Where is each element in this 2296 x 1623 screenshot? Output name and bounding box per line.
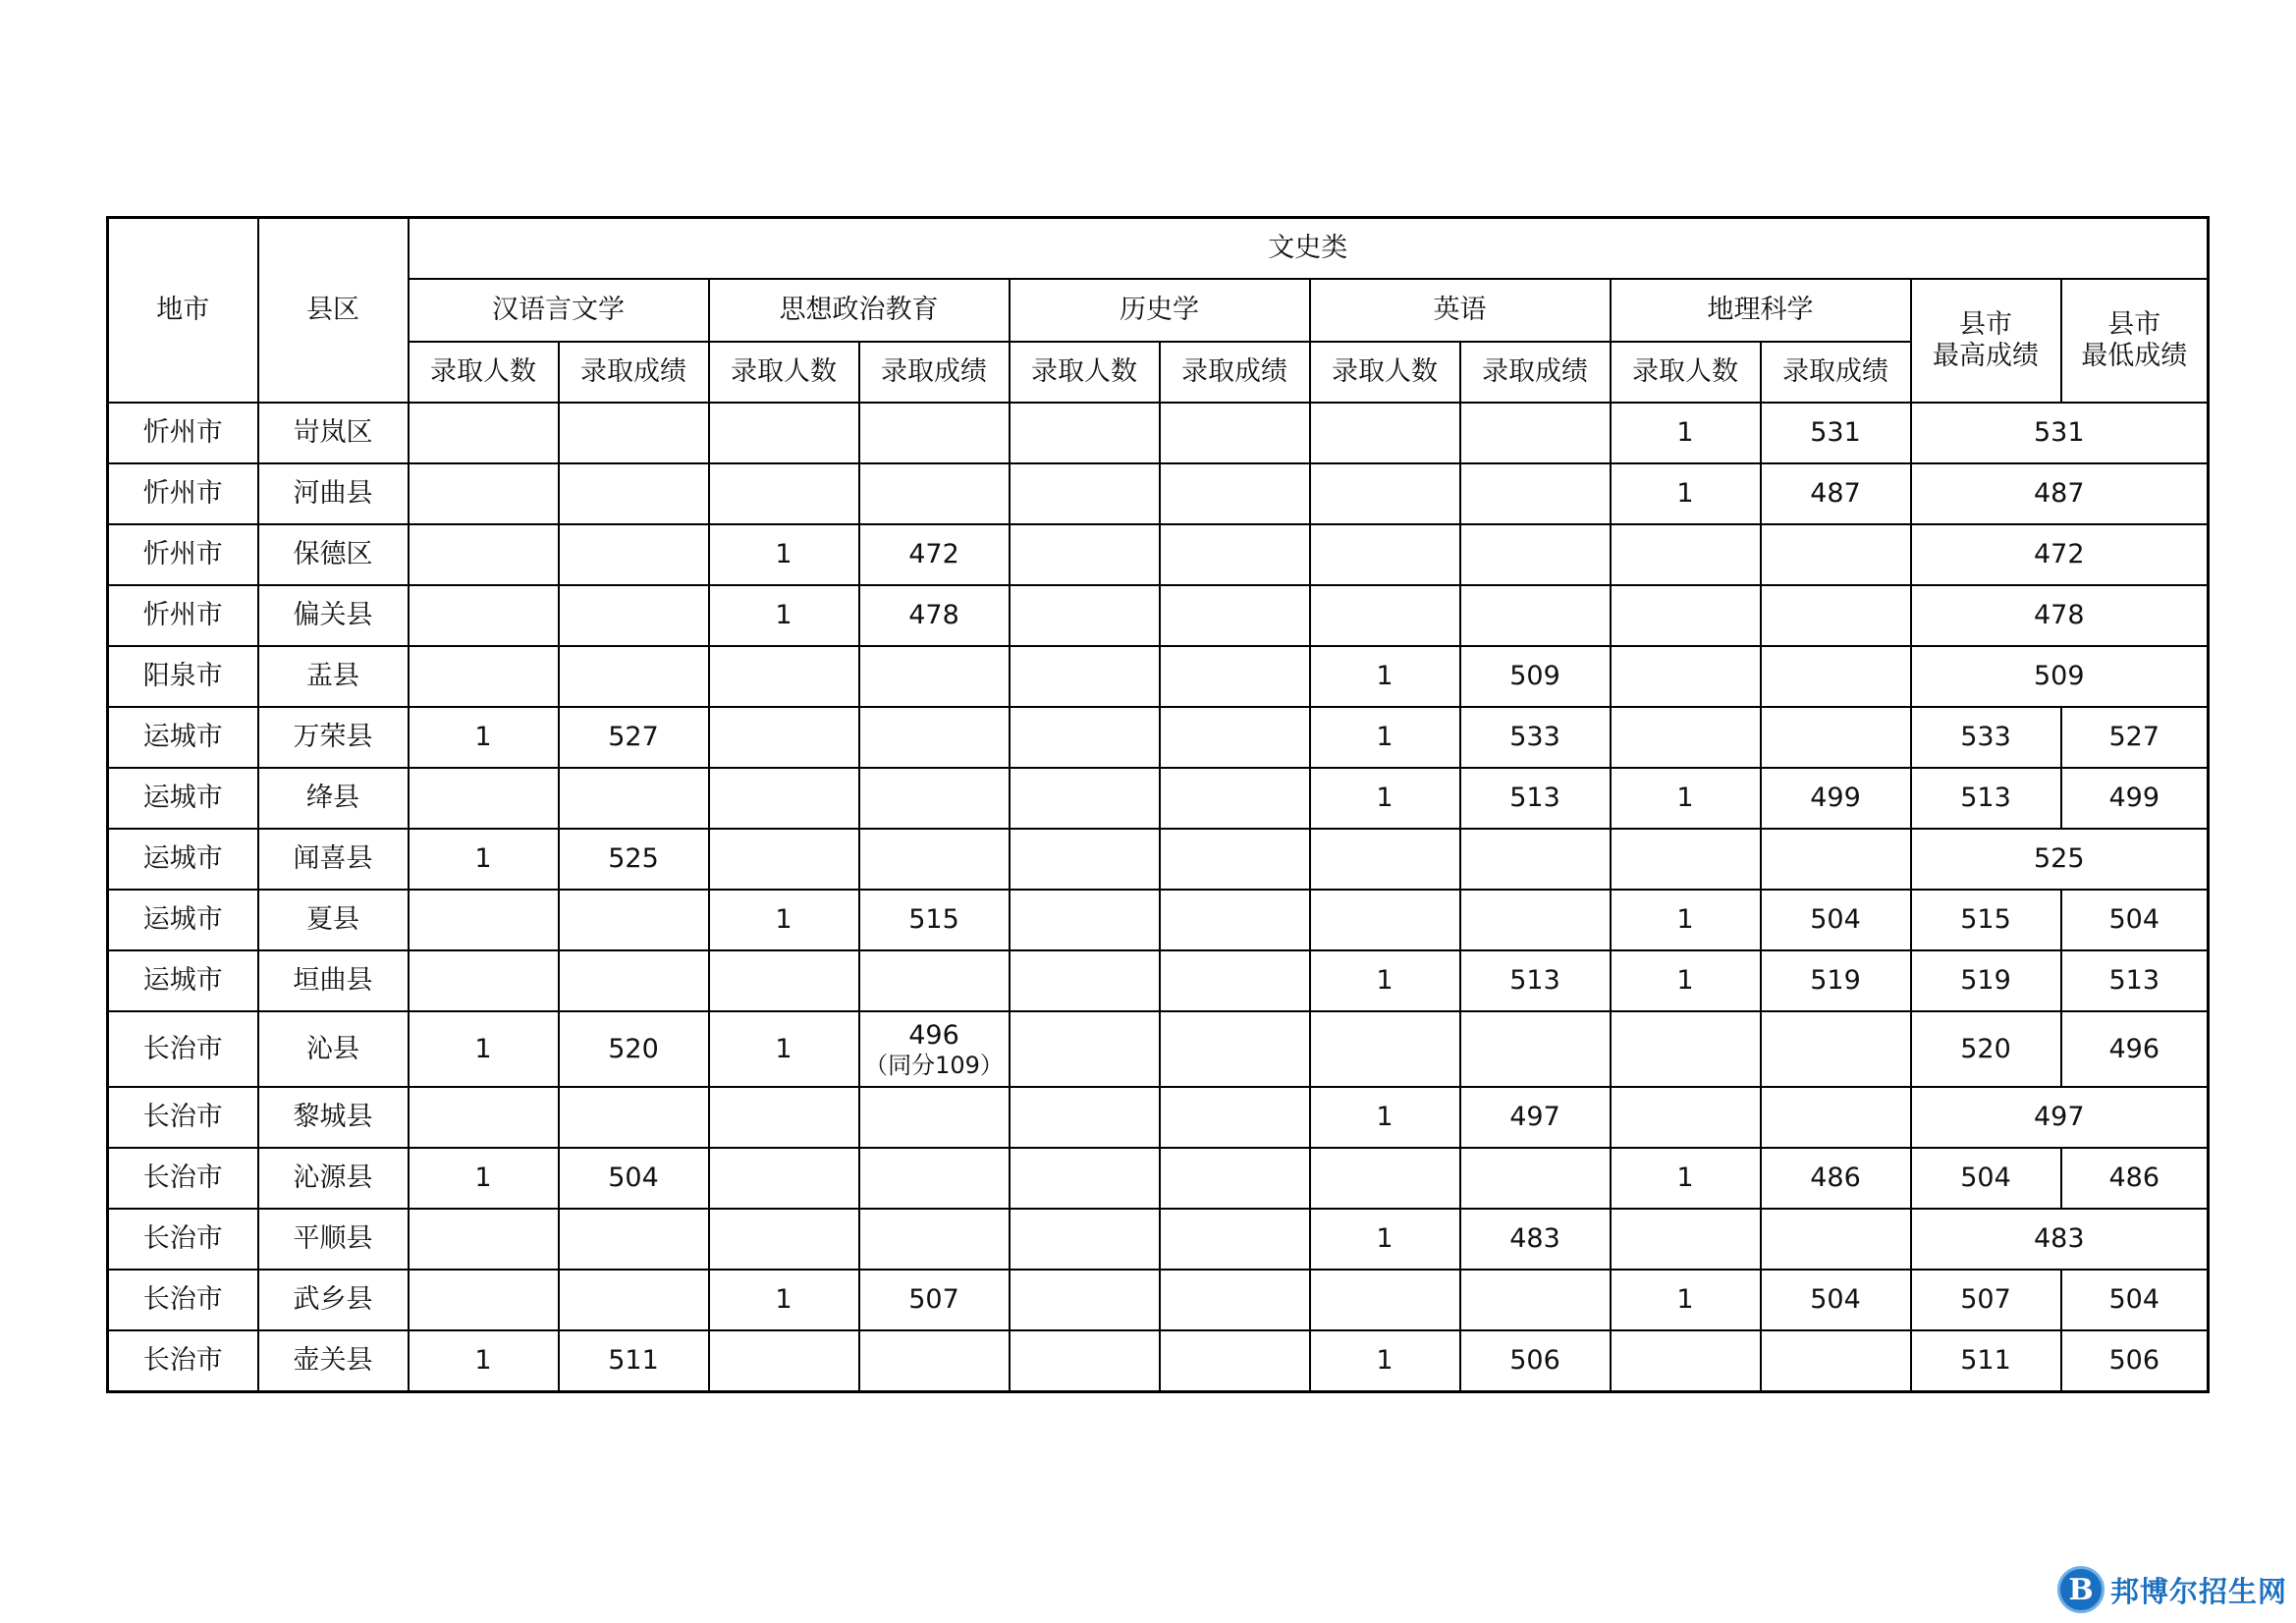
cell-geography-count: 1 (1611, 403, 1761, 463)
header-admitted-score: 录取成绩 (1761, 342, 1911, 403)
cell-county-min: 504 (2061, 1270, 2209, 1330)
cell-politics-count (709, 646, 859, 707)
cell-county-max-min-merged: 497 (1911, 1087, 2209, 1148)
header-county-max-line2: 最高成绩 (1933, 341, 2039, 371)
cell-history-count (1010, 1011, 1160, 1087)
cell-english-count (1310, 463, 1460, 524)
cell-county: 盂县 (258, 646, 409, 707)
cell-history-score (1160, 403, 1310, 463)
cell-city: 长治市 (108, 1148, 258, 1209)
cell-politics-count (709, 829, 859, 890)
cell-english-score (1460, 403, 1611, 463)
cell-geography-score (1761, 585, 1911, 646)
cell-geography-count (1611, 1011, 1761, 1087)
header-major-politics: 思想政治教育 (709, 279, 1010, 342)
cell-politics-count (709, 768, 859, 829)
table-row (108, 890, 2209, 950)
cell-geography-score (1761, 1087, 1911, 1148)
cell-geography-score: 519 (1761, 950, 1911, 1011)
cell-english-count (1310, 890, 1460, 950)
cell-history-count (1010, 1330, 1160, 1391)
header-admitted-count: 录取人数 (409, 342, 559, 403)
cell-city: 长治市 (108, 1087, 258, 1148)
cell-politics-score: 515 (859, 890, 1010, 950)
header-admitted-count: 录取人数 (1010, 342, 1160, 403)
table-row (108, 1087, 2209, 1148)
cell-history-score (1160, 1087, 1310, 1148)
cell-geography-count: 1 (1611, 1148, 1761, 1209)
cell-county-max-min-merged: 487 (1911, 463, 2209, 524)
cell-chinese-score (559, 1270, 709, 1330)
cell-history-score (1160, 950, 1310, 1011)
cell-county: 壶关县 (258, 1330, 409, 1391)
watermark-logo (2057, 1564, 2287, 1615)
cell-politics-score-note: （同分109） (864, 1051, 1004, 1079)
header-admitted-count: 录取人数 (709, 342, 859, 403)
cell-county: 绛县 (258, 768, 409, 829)
cell-county: 沁源县 (258, 1148, 409, 1209)
cell-city: 长治市 (108, 1330, 258, 1391)
cell-english-score (1460, 524, 1611, 585)
cell-city: 阳泉市 (108, 646, 258, 707)
cell-geography-score (1761, 1209, 1911, 1270)
cell-county-min: 506 (2061, 1330, 2209, 1391)
cell-politics-count (709, 1209, 859, 1270)
cell-english-count (1310, 1011, 1460, 1087)
cell-geography-count: 1 (1611, 950, 1761, 1011)
header-county-min-line1: 县市 (2107, 308, 2161, 340)
cell-english-count (1310, 403, 1460, 463)
cell-history-count (1010, 403, 1160, 463)
cell-english-count (1310, 1148, 1460, 1209)
table-row (108, 768, 2209, 829)
cell-geography-score (1761, 1011, 1911, 1087)
cell-history-count (1010, 1087, 1160, 1148)
cell-county-max: 519 (1911, 950, 2061, 1011)
cell-geography-score: 486 (1761, 1148, 1911, 1209)
header-major-english: 英语 (1310, 279, 1611, 342)
header-city: 地市 (108, 218, 258, 404)
header-admitted-count: 录取人数 (1611, 342, 1761, 403)
cell-city: 忻州市 (108, 585, 258, 646)
cell-geography-count (1611, 524, 1761, 585)
cell-english-score: 483 (1460, 1209, 1611, 1270)
cell-english-count (1310, 585, 1460, 646)
cell-english-score (1460, 1011, 1611, 1087)
cell-politics-count (709, 1148, 859, 1209)
cell-history-score (1160, 646, 1310, 707)
header-major-geography: 地理科学 (1611, 279, 1911, 342)
cell-history-count (1010, 463, 1160, 524)
header-admitted-score: 录取成绩 (1160, 342, 1310, 403)
cell-geography-count: 1 (1611, 768, 1761, 829)
cell-county-min: 486 (2061, 1148, 2209, 1209)
cell-english-count: 1 (1310, 1087, 1460, 1148)
cell-chinese-count (409, 646, 559, 707)
header-county-max-line1: 县市 (1959, 308, 2012, 340)
cell-english-score: 513 (1460, 950, 1611, 1011)
cell-geography-count (1611, 585, 1761, 646)
cell-city: 长治市 (108, 1270, 258, 1330)
cell-county-max: 504 (1911, 1148, 2061, 1209)
cell-geography-score (1761, 707, 1911, 768)
cell-county: 河曲县 (258, 463, 409, 524)
cell-politics-score (859, 403, 1010, 463)
cell-history-count (1010, 524, 1160, 585)
cell-english-count (1310, 1270, 1460, 1330)
cell-english-count: 1 (1310, 707, 1460, 768)
cell-english-score (1460, 890, 1611, 950)
cell-chinese-count (409, 1270, 559, 1330)
cell-english-count: 1 (1310, 768, 1460, 829)
cell-county-min: 504 (2061, 890, 2209, 950)
watermark-text: 邦博尔招生网 (2110, 1574, 2288, 1608)
cell-geography-count (1611, 646, 1761, 707)
cell-county: 武乡县 (258, 1270, 409, 1330)
cell-history-count (1010, 585, 1160, 646)
cell-chinese-score (559, 585, 709, 646)
admission-score-table (106, 216, 2210, 1393)
cell-county-max: 507 (1911, 1270, 2061, 1330)
cell-county-min: 513 (2061, 950, 2209, 1011)
cell-city: 长治市 (108, 1011, 258, 1087)
cell-english-score: 497 (1460, 1087, 1611, 1148)
cell-county-max-min-merged: 525 (1911, 829, 2209, 890)
cell-history-score (1160, 1270, 1310, 1330)
cell-county: 黎城县 (258, 1087, 409, 1148)
cell-history-score (1160, 1011, 1310, 1087)
header-major-chinese: 汉语言文学 (409, 279, 709, 342)
cell-geography-score (1761, 829, 1911, 890)
cell-chinese-count (409, 403, 559, 463)
cell-history-count (1010, 646, 1160, 707)
cell-politics-count (709, 1087, 859, 1148)
cell-geography-count: 1 (1611, 463, 1761, 524)
cell-chinese-score: 504 (559, 1148, 709, 1209)
cell-county-max: 511 (1911, 1330, 2061, 1391)
header-major-history: 历史学 (1010, 279, 1310, 342)
cell-politics-score: 478 (859, 585, 1010, 646)
cell-county-max: 533 (1911, 707, 2061, 768)
cell-politics-score (859, 646, 1010, 707)
cell-english-score (1460, 1148, 1611, 1209)
header-row-subcolumns (108, 342, 2209, 403)
table-row (108, 403, 2209, 463)
cell-english-score: 506 (1460, 1330, 1611, 1391)
cell-geography-count (1611, 707, 1761, 768)
cell-chinese-score (559, 768, 709, 829)
cell-city: 忻州市 (108, 463, 258, 524)
cell-county: 夏县 (258, 890, 409, 950)
cell-politics-count: 1 (709, 890, 859, 950)
cell-geography-count (1611, 829, 1761, 890)
table-row (108, 1270, 2209, 1330)
cell-english-score (1460, 585, 1611, 646)
cell-city: 运城市 (108, 829, 258, 890)
watermark-badge-icon: B (2057, 1566, 2105, 1613)
table-row (108, 829, 2209, 890)
cell-history-score (1160, 1330, 1310, 1391)
cell-city: 长治市 (108, 1209, 258, 1270)
header-county-min-line2: 最低成绩 (2081, 341, 2188, 371)
cell-county: 闻喜县 (258, 829, 409, 890)
cell-chinese-count (409, 524, 559, 585)
cell-chinese-score (559, 646, 709, 707)
cell-english-score: 509 (1460, 646, 1611, 707)
cell-english-score (1460, 1270, 1611, 1330)
cell-chinese-score (559, 524, 709, 585)
cell-geography-count: 1 (1611, 890, 1761, 950)
cell-geography-score: 499 (1761, 768, 1911, 829)
cell-chinese-score (559, 890, 709, 950)
cell-politics-count (709, 1330, 859, 1391)
header-category: 文史类 (409, 218, 2209, 280)
cell-politics-count: 1 (709, 1270, 859, 1330)
cell-chinese-score (559, 1087, 709, 1148)
header-admitted-score: 录取成绩 (559, 342, 709, 403)
cell-history-score (1160, 768, 1310, 829)
cell-chinese-score: 527 (559, 707, 709, 768)
cell-county: 平顺县 (258, 1209, 409, 1270)
cell-english-count (1310, 524, 1460, 585)
cell-chinese-count: 1 (409, 829, 559, 890)
cell-english-score: 533 (1460, 707, 1611, 768)
cell-history-count (1010, 1209, 1160, 1270)
cell-chinese-count (409, 1087, 559, 1148)
cell-county-max-min-merged: 509 (1911, 646, 2209, 707)
cell-politics-score: 472 (859, 524, 1010, 585)
cell-english-count (1310, 829, 1460, 890)
cell-chinese-count (409, 768, 559, 829)
cell-chinese-score: 525 (559, 829, 709, 890)
cell-county-max: 513 (1911, 768, 2061, 829)
cell-history-score (1160, 1209, 1310, 1270)
cell-geography-score (1761, 646, 1911, 707)
table-row (108, 950, 2209, 1011)
cell-history-count (1010, 1148, 1160, 1209)
cell-county-max-min-merged: 472 (1911, 524, 2209, 585)
cell-geography-score: 504 (1761, 1270, 1911, 1330)
header-row-category (108, 218, 2209, 280)
cell-chinese-score: 511 (559, 1330, 709, 1391)
table-row (108, 1209, 2209, 1270)
cell-chinese-count (409, 463, 559, 524)
cell-geography-score: 504 (1761, 890, 1911, 950)
cell-chinese-score (559, 950, 709, 1011)
cell-city: 运城市 (108, 768, 258, 829)
cell-county-max: 520 (1911, 1011, 2061, 1087)
cell-history-count (1010, 768, 1160, 829)
cell-geography-count (1611, 1330, 1761, 1391)
cell-chinese-count: 1 (409, 1330, 559, 1391)
cell-city: 运城市 (108, 890, 258, 950)
table-row (108, 463, 2209, 524)
cell-city: 运城市 (108, 707, 258, 768)
cell-politics-count: 1 (709, 585, 859, 646)
cell-chinese-score (559, 463, 709, 524)
header-admitted-score: 录取成绩 (859, 342, 1010, 403)
cell-english-score (1460, 829, 1611, 890)
cell-politics-count (709, 707, 859, 768)
cell-geography-count (1611, 1087, 1761, 1148)
cell-politics-score (859, 1148, 1010, 1209)
cell-county-max: 515 (1911, 890, 2061, 950)
cell-politics-count: 1 (709, 1011, 859, 1087)
header-county-max (1911, 279, 2061, 403)
header-row-majors (108, 279, 2209, 342)
cell-chinese-score (559, 1209, 709, 1270)
cell-county: 沁县 (258, 1011, 409, 1087)
cell-english-score: 513 (1460, 768, 1611, 829)
cell-politics-count (709, 950, 859, 1011)
cell-politics-score (859, 463, 1010, 524)
cell-history-count (1010, 950, 1160, 1011)
cell-history-score (1160, 585, 1310, 646)
cell-history-count (1010, 890, 1160, 950)
cell-geography-count (1611, 1209, 1761, 1270)
cell-history-score (1160, 1148, 1310, 1209)
cell-chinese-count (409, 950, 559, 1011)
cell-politics-score (859, 1209, 1010, 1270)
cell-history-score (1160, 524, 1310, 585)
cell-county-min: 499 (2061, 768, 2209, 829)
table-row (108, 585, 2209, 646)
table-body (108, 403, 2209, 1391)
cell-county-max-min-merged: 478 (1911, 585, 2209, 646)
cell-history-count (1010, 829, 1160, 890)
cell-county-max-min-merged: 483 (1911, 1209, 2209, 1270)
cell-politics-count (709, 463, 859, 524)
cell-politics-score-value: 496 (908, 1020, 959, 1052)
table-row (108, 707, 2209, 768)
cell-history-score (1160, 707, 1310, 768)
cell-geography-score (1761, 1330, 1911, 1391)
header-admitted-count: 录取人数 (1310, 342, 1460, 403)
table-row (108, 646, 2209, 707)
cell-chinese-count: 1 (409, 1148, 559, 1209)
cell-county: 万荣县 (258, 707, 409, 768)
cell-county-min: 496 (2061, 1011, 2209, 1087)
cell-politics-score (859, 950, 1010, 1011)
cell-english-count: 1 (1310, 1330, 1460, 1391)
table-row (108, 1011, 2209, 1087)
cell-history-score (1160, 829, 1310, 890)
cell-politics-count: 1 (709, 524, 859, 585)
cell-city: 运城市 (108, 950, 258, 1011)
cell-geography-score (1761, 524, 1911, 585)
cell-geography-score: 487 (1761, 463, 1911, 524)
table-row (108, 524, 2209, 585)
cell-english-count: 1 (1310, 646, 1460, 707)
cell-county: 岢岚区 (258, 403, 409, 463)
cell-chinese-count (409, 890, 559, 950)
table-row (108, 1148, 2209, 1209)
cell-county-min: 527 (2061, 707, 2209, 768)
cell-chinese-count (409, 585, 559, 646)
cell-chinese-score (559, 403, 709, 463)
cell-chinese-count: 1 (409, 707, 559, 768)
cell-politics-score (859, 1330, 1010, 1391)
cell-politics-score (859, 707, 1010, 768)
table-row (108, 1330, 2209, 1391)
cell-english-score (1460, 463, 1611, 524)
cell-politics-score (859, 829, 1010, 890)
cell-chinese-score: 520 (559, 1011, 709, 1087)
header-admitted-score: 录取成绩 (1460, 342, 1611, 403)
cell-history-count (1010, 707, 1160, 768)
cell-english-count: 1 (1310, 950, 1460, 1011)
cell-history-score (1160, 463, 1310, 524)
cell-chinese-count (409, 1209, 559, 1270)
cell-county: 保德区 (258, 524, 409, 585)
cell-city: 忻州市 (108, 524, 258, 585)
cell-english-count: 1 (1310, 1209, 1460, 1270)
cell-history-count (1010, 1270, 1160, 1330)
cell-politics-count (709, 403, 859, 463)
cell-county-max-min-merged: 531 (1911, 403, 2209, 463)
header-county: 县区 (258, 218, 409, 404)
cell-geography-score: 531 (1761, 403, 1911, 463)
cell-county: 垣曲县 (258, 950, 409, 1011)
cell-geography-count: 1 (1611, 1270, 1761, 1330)
cell-county: 偏关县 (258, 585, 409, 646)
cell-politics-score: 507 (859, 1270, 1010, 1330)
cell-city: 忻州市 (108, 403, 258, 463)
cell-politics-score (859, 1087, 1010, 1148)
cell-politics-score (859, 768, 1010, 829)
cell-chinese-count: 1 (409, 1011, 559, 1087)
cell-history-score (1160, 890, 1310, 950)
header-county-min (2061, 279, 2209, 403)
cell-politics-score (859, 1011, 1010, 1087)
